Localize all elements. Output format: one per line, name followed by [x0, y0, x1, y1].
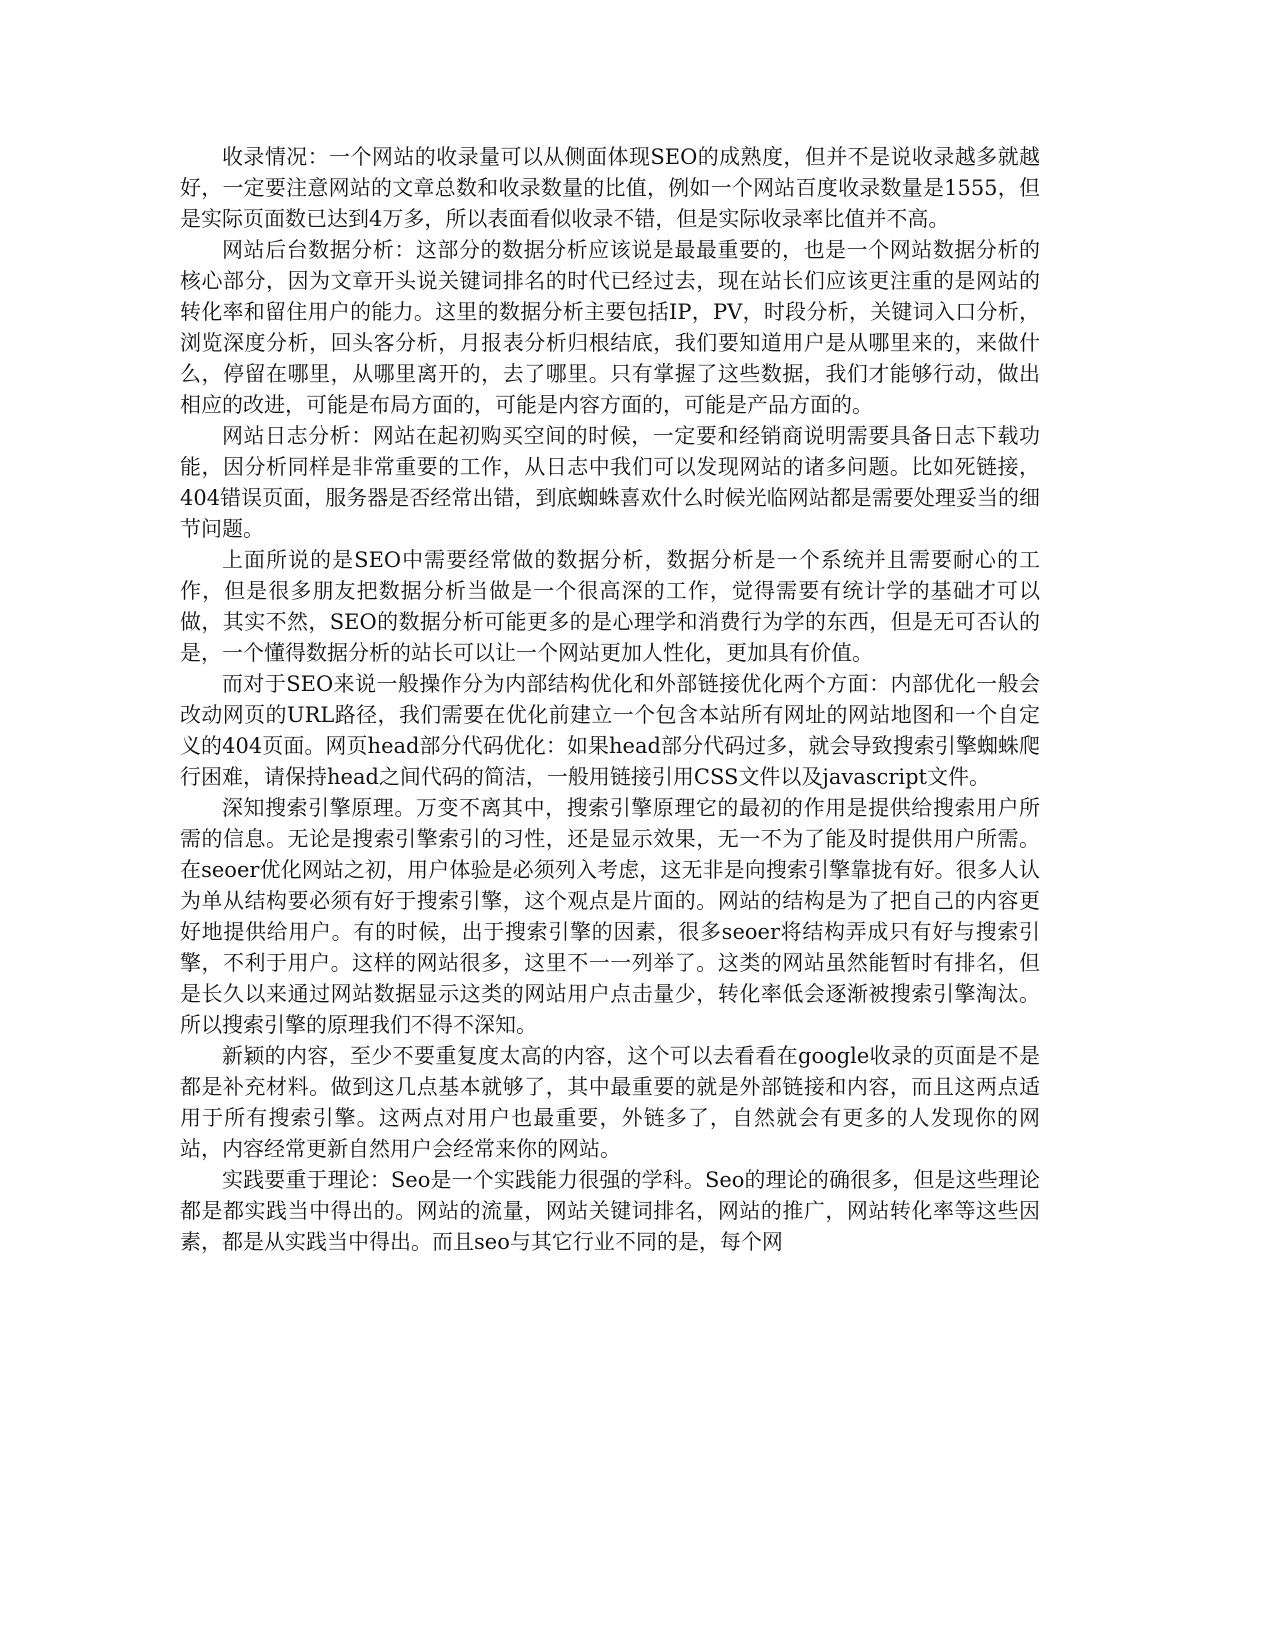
paragraph-data-analysis-summary: 上面所说的是SEO中需要经常做的数据分析，数据分析是一个系统并且需要耐心的工作，但是很多朋友把数据分析当做是一个很高深的工作，觉得需要有统计学的基础才可以做，其实不然，SEO的数据分析可能更多的是心理学和消费行为学的东西，但是无可否认的是，一个懂得数据分析的站长可以让一个网站更加人性化，更加具有价值。: [180, 548, 1040, 665]
paragraph-backend-analysis: 网站后台数据分析：这部分的数据分析应该说是最最重要的，也是一个网站数据分析的核心部分，因为文章开头说关键词排名的时代已经过去，现在站长们应该更注重的是网站的转化率和留住用户的能力。这里的数据分析主要包括IP，PV，时段分析，关键词入口分析，浏览深度分析，回头客分析，月报表分析归根结底，我们要知道用户是从哪里来的，来做什么，停留在哪里，从哪里离开的，去了哪里。只有掌握了这些数据，我们才能够行动，做出相应的改进，可能是布局方面的，可能是内容方面的，可能是产品方面的。: [180, 238, 1040, 417]
paragraph-practice-over-theory: 实践要重于理论：Seo是一个实践能力很强的学科。Seo的理论的确很多，但是这些理论都是都实践当中得出的。网站的流量，网站关键词排名，网站的推广，网站转化率等这些因素，都是从实践当中得出。而且seo与其它行业不同的是，每个网: [180, 1168, 1040, 1254]
document-body: [180, 142, 1040, 1258]
paragraph-onsite-optimization: 而对于SEO来说一般操作分为内部结构优化和外部链接优化两个方面：内部优化一般会改动网页的URL路径，我们需要在优化前建立一个包含本站所有网址的网站地图和一个自定义的404页面。网页head部分代码优化：如果head部分代码过多，就会导致搜索引擎蜘蛛爬行困难，请保持head之间代码的简洁，一般用链接引用CSS文件以及javascript文件。: [180, 672, 1040, 789]
paragraph-indexing: 收录情况：一个网站的收录量可以从侧面体现SEO的成熟度，但并不是说收录越多就越好，一定要注意网站的文章总数和收录数量的比值，例如一个网站百度收录数量是1555，但是实际页面数已达到4万多，所以表面看似收录不错，但是实际收录率比值并不高。: [180, 145, 1040, 231]
paragraph-fresh-content: 新颖的内容，至少不要重复度太高的内容，这个可以去看看在google收录的页面是不是都是补充材料。做到这几点基本就够了，其中最重要的就是外部链接和内容，而且这两点适用于所有搜索引擎。这两点对用户也最重要，外链多了，自然就会有更多的人发现你的网站，内容经常更新自然用户会经常来你的网站。: [180, 1044, 1040, 1161]
paragraph-search-engine-principles: 深知搜索引擎原理。万变不离其中，搜索引擎原理它的最初的作用是提供给搜索用户所需的信息。无论是搜索引擎索引的习性，还是显示效果，无一不为了能及时提供用户所需。在seoer优化网站之初，用户体验是必须列入考虑，这无非是向搜索引擎靠拢有好。很多人认为单从结构要必须有好于搜索引擎，这个观点是片面的。网站的结构是为了把自己的内容更好地提供给用户。有的时候，出于搜索引擎的因素，很多seoer将结构弄成只有好与搜索引擎，不利于用户。这样的网站很多，这里不一一列举了。这类的网站虽然能暂时有排名，但是长久以来通过网站数据显示这类的网站用户点击量少，转化率低会逐渐被搜索引擎淘汰。所以搜索引擎的原理我们不得不深知。: [180, 796, 1040, 1037]
paragraph-log-analysis: 网站日志分析：网站在起初购买空间的时候，一定要和经销商说明需要具备日志下载功能，因分析同样是非常重要的工作，从日志中我们可以发现网站的诸多问题。比如死链接，404错误页面，服务器是否经常出错，到底蜘蛛喜欢什么时候光临网站都是需要处理妥当的细节问题。: [180, 424, 1040, 541]
